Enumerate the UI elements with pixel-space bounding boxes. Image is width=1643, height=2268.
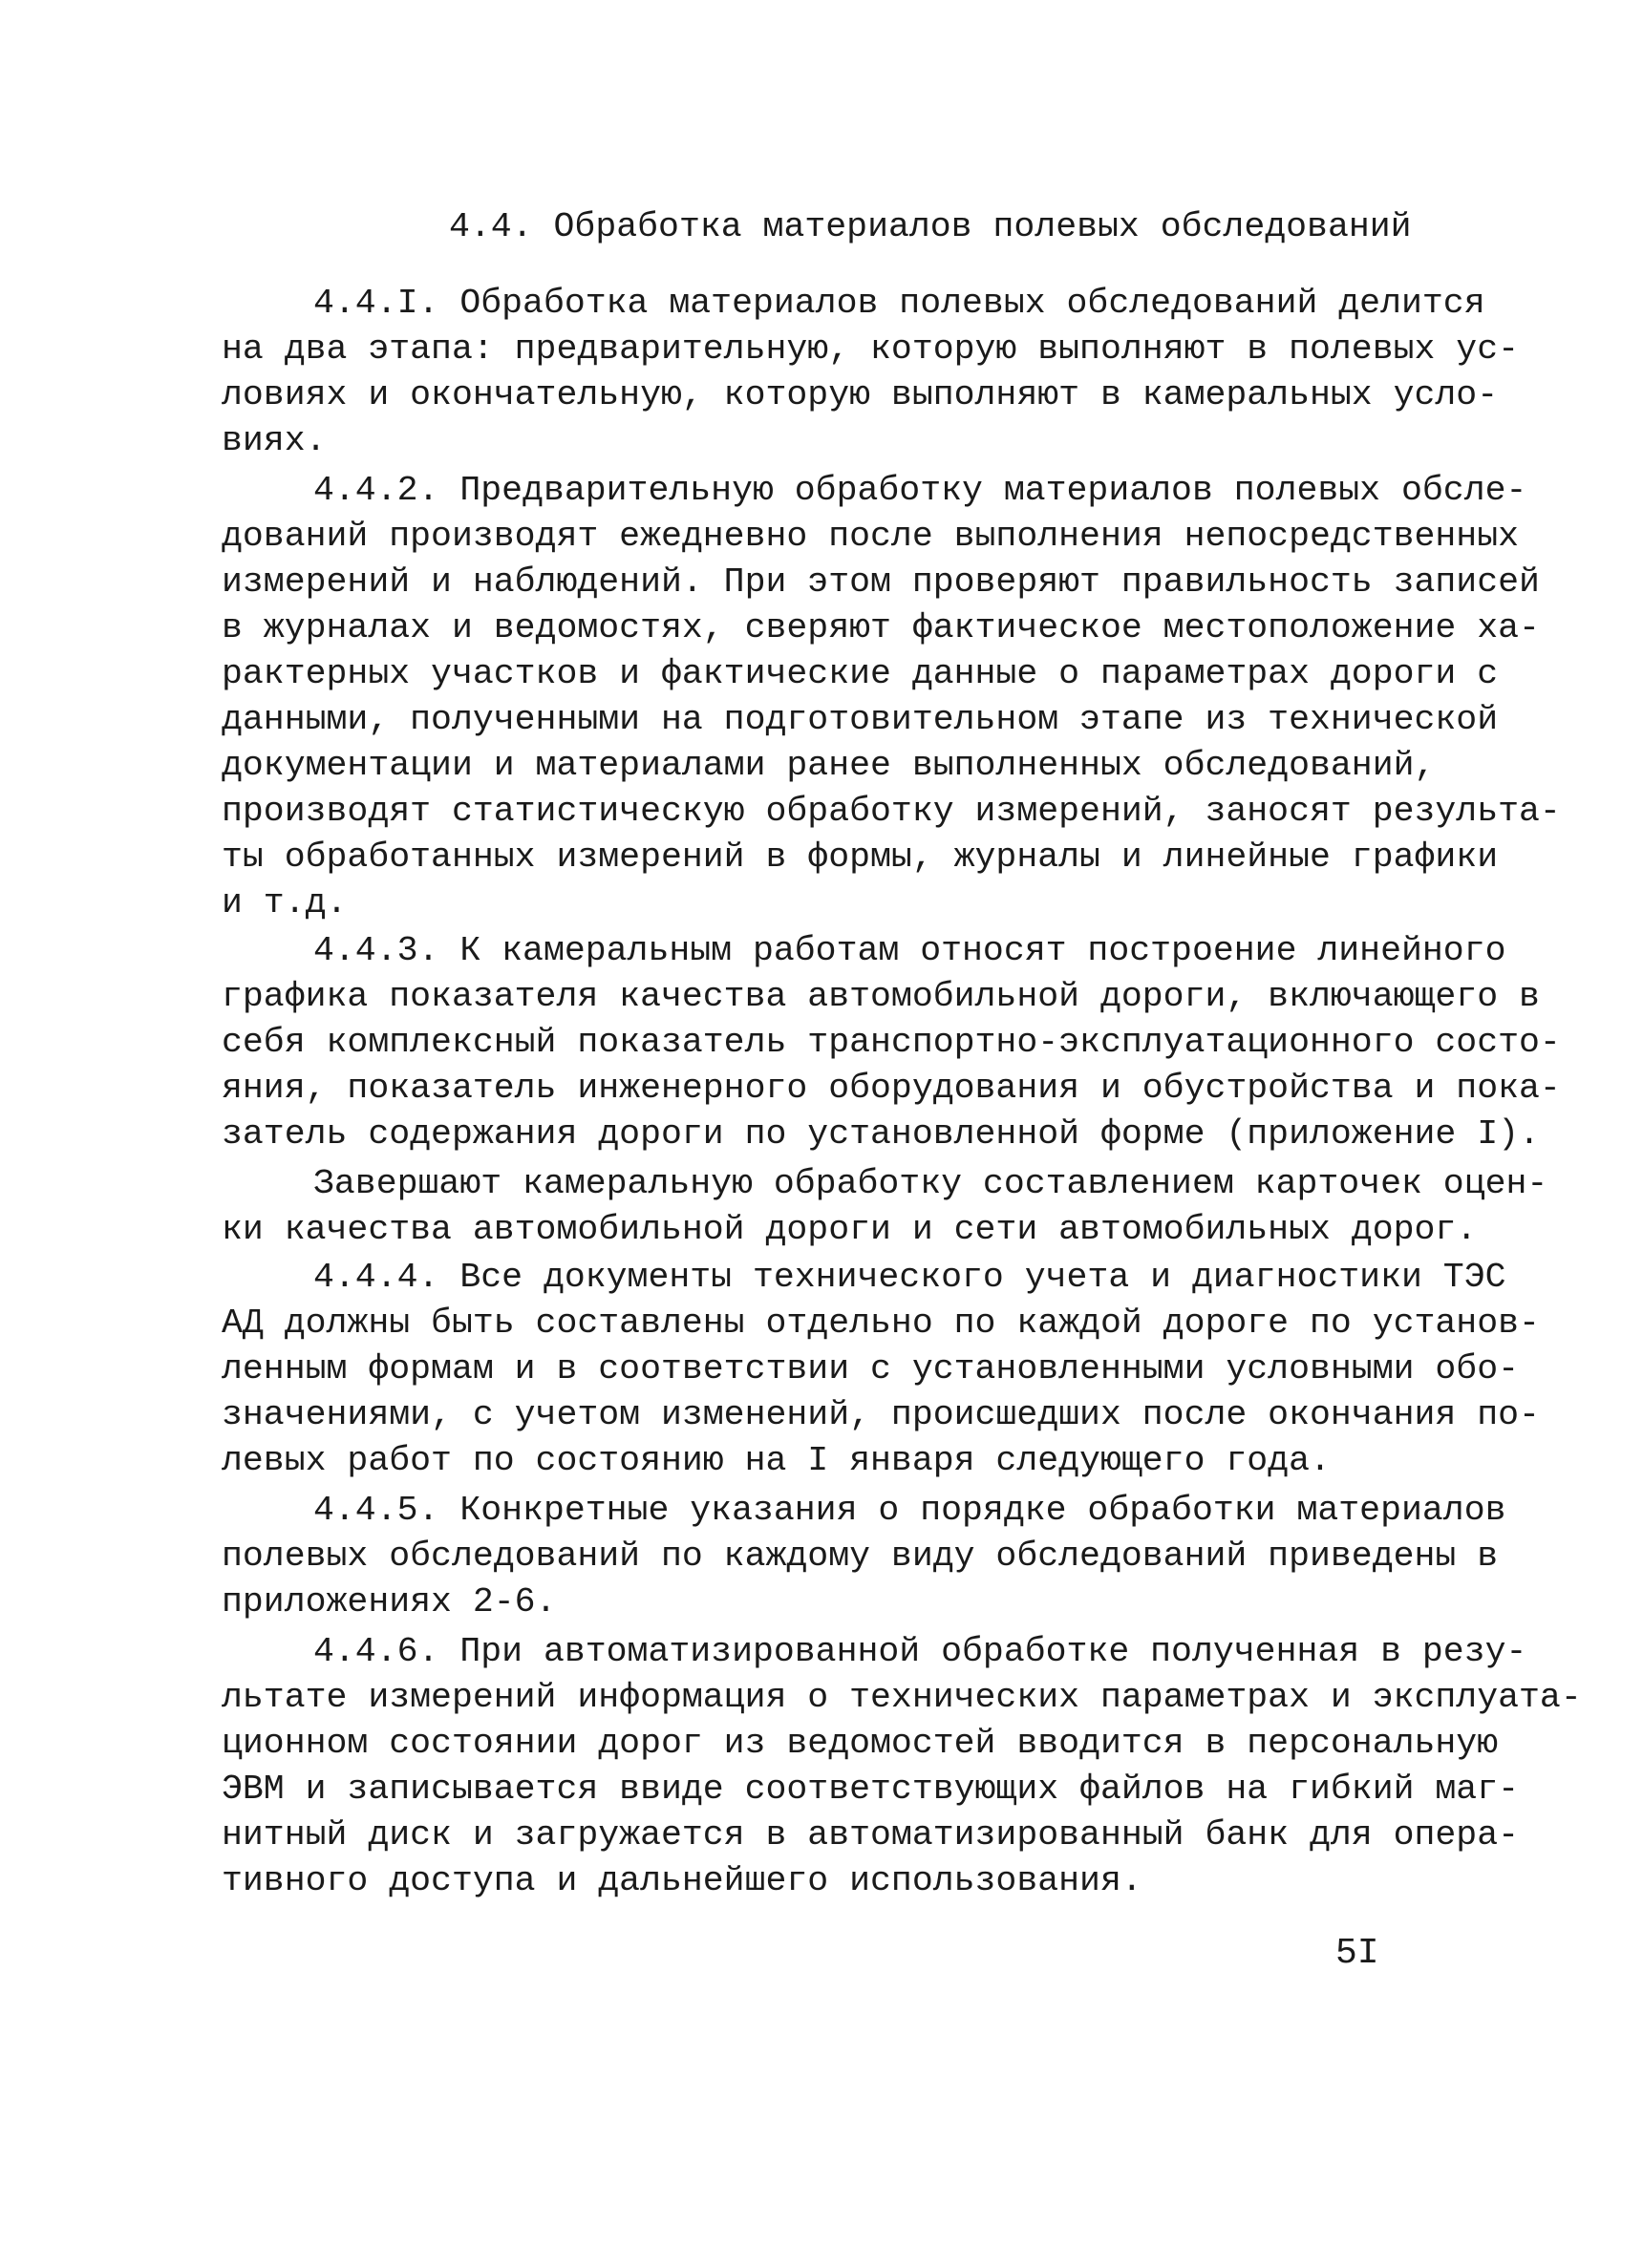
text-line: 4.4.3. К камеральным работам относят построение линейного (313, 931, 1506, 970)
text-line: Завершают камеральную обработку составлением карточек оцен- (313, 1164, 1548, 1203)
text-line: АД должны быть составлены отдельно по каждой дороге по установ- (222, 1304, 1540, 1343)
text-line: 4.4.2. Предварительную обработку материалов полевых обсле- (313, 471, 1527, 510)
text-line: ки качества автомобильной дороги и сети автомобильных дорог. (222, 1210, 1478, 1249)
page-number: 5I (1335, 1933, 1379, 1974)
text-line: 4.4.4. Все документы технического учета и диагностики ТЭС (313, 1258, 1506, 1297)
text-line: полевых обследований по каждому виду обследований приведены в (222, 1537, 1499, 1576)
text-line: в журналах и ведомостях, сверяют фактическое местоположение ха- (222, 608, 1540, 647)
text-line: левых работ по состоянию на I января следующего года. (222, 1441, 1331, 1480)
text-line: тивного доступа и дальнейшего использования. (222, 1861, 1142, 1900)
text-line: нитный диск и загружается в автоматизированный банк для опера- (222, 1815, 1520, 1855)
text-line: рактерных участков и фактические данные о параметрах дороги с (222, 654, 1499, 693)
text-line: производят статистическую обработку измерений, заносят результа- (222, 792, 1561, 831)
text-line: ционном состоянии дорог из ведомостей вводится в персональную (222, 1724, 1499, 1763)
text-line: ты обработанных измерений в формы, журналы и линейные графики (222, 837, 1499, 877)
text-line: льтате измерений информация о технических параметрах и эксплуата- (222, 1678, 1582, 1717)
text-line: себя комплексный показатель транспортно-эксплуатационного состо- (222, 1023, 1561, 1062)
text-line: на два этапа: предварительную, которую выполняют в полевых ус- (222, 329, 1520, 369)
text-line: ловиях и окончательную, которую выполняют в камеральных усло- (222, 375, 1499, 414)
text-line: ЭВМ и записывается ввиде соответствующих файлов на гибкий маг- (222, 1770, 1520, 1809)
text-line: графика показателя качества автомобильной дороги, включающего в (222, 977, 1540, 1016)
text-line: данными, полученными на подготовительном этапе из технической (222, 700, 1499, 739)
text-line: значениями, с учетом изменений, происшедших после окончания по- (222, 1395, 1540, 1434)
text-line: измерений и наблюдений. При этом проверяют правильность записей (222, 562, 1540, 602)
text-line: 4.4.I. Обработка материалов полевых обследований делится (313, 284, 1485, 323)
text-line: 4.4.5. Конкретные указания о порядке обработки материалов (313, 1491, 1506, 1530)
text-line: затель содержания дороги по установленной форме (приложение I). (222, 1114, 1540, 1154)
text-line: приложениях 2-6. (222, 1582, 557, 1622)
section-heading: 4.4. Обработка материалов полевых обследований (449, 207, 1412, 246)
text-line: документации и материалами ранее выполненных обследований, (222, 746, 1436, 785)
text-line: дований производят ежедневно после выполнения непосредственных (222, 517, 1520, 556)
text-line: 4.4.6. При автоматизированной обработке полученная в резу- (313, 1632, 1527, 1671)
text-line: яния, показатель инженерного оборудования и обустройства и пока- (222, 1069, 1561, 1108)
text-line: и т.д. (222, 883, 348, 922)
text-line: виях. (222, 421, 327, 460)
text-line: ленным формам и в соответствии с установленными условными обо- (222, 1349, 1520, 1388)
